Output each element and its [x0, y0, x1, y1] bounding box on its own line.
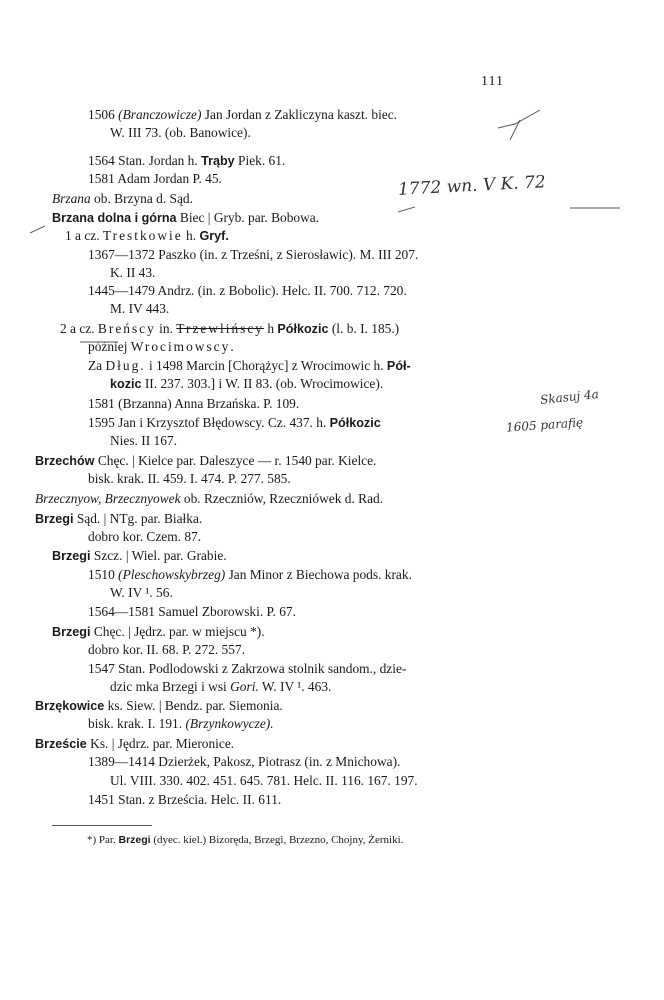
handwritten-note: Skasuj 4a	[539, 386, 600, 408]
text-line: K. II 43.	[110, 265, 156, 280]
page-number: 111	[481, 74, 504, 89]
text-line: bisk. krak. II. 459. I. 474. P. 277. 585.	[88, 471, 291, 486]
text-line: później Wrocimowscy.	[88, 339, 234, 354]
text-line: 1367—1372 Paszko (in. z Trześni, z Sierosławic). M. III 207.	[88, 247, 419, 262]
entry-heading: Brzecznyow, Brzecznyowek ob. Rzeczniów, Rzeczniówek d. Rad.	[35, 491, 384, 506]
entry-heading: Brzechów Chęc. | Kielce par. Daleszyce — r. 1540 par. Kielce.	[35, 453, 377, 468]
text-line: 1510 (Pleschowskybrzeg) Jan Minor z Biechowa pods. krak.	[88, 567, 412, 582]
handwritten-note: 1605 parafię	[505, 415, 584, 435]
text-line: 1451 Stan. z Brześcia. Helc. II. 611.	[88, 792, 282, 807]
text-line: 1564 Stan. Jordan h. Trąby Piek. 61.	[88, 153, 286, 168]
text-line: dobro kor. Czem. 87.	[88, 529, 202, 544]
entry-heading: Brzana ob. Brzyna d. Sąd.	[52, 191, 193, 206]
text-line: Za Dług. i 1498 Marcin [Chorążyc] z Wrocimowic h. Pół-	[88, 358, 411, 373]
text-line: 1506 (Branczowicze) Jan Jordan z Zakliczyna kaszt. biec.	[88, 107, 398, 122]
text-line: 1389—1414 Dzierżek, Pakosz, Piotrasz (in. z Mnichowa).	[88, 754, 401, 769]
text-line: W. III 73. (ob. Banowice).	[110, 125, 251, 140]
text-line: 1581 (Brzanna) Anna Brzańska. P. 109.	[88, 396, 300, 411]
text-line: dobro kor. II. 68. P. 272. 557.	[88, 642, 245, 657]
text-line: 1581 Adam Jordan P. 45.	[88, 171, 222, 186]
text-line: dzic mka Brzegi i wsi Gori. W. IV ¹. 463.	[110, 679, 332, 694]
text-line: 1564—1581 Samuel Zborowski. P. 67.	[88, 604, 296, 619]
entry-heading: Brzękowice ks. Siew. | Bendz. par. Siemonia.	[35, 698, 283, 713]
text-line: 1595 Jan i Krzysztof Błędowscy. Cz. 437. h. Półkozic	[88, 415, 381, 430]
entry-heading: Brzana dolna i górna Biec | Gryb. par. Bobowa.	[52, 210, 320, 225]
entry-heading: Brzegi Sąd. | NTg. par. Białka.	[35, 511, 203, 526]
text-line: Ul. VIII. 330. 402. 451. 645. 781. Helc. II. 116. 167. 197.	[110, 773, 418, 788]
handwritten-note: 1772 wn. V K. 72	[397, 172, 547, 200]
text-line: 2 a cz. Breńscy in. Trzewlińscy h Półkozic (l. b. I. 185.)	[60, 321, 400, 336]
entry-heading: Brzegi Szcz. | Wiel. par. Grabie.	[52, 548, 227, 563]
text-line: M. IV 443.	[110, 301, 170, 316]
text-line: W. IV ¹. 56.	[110, 585, 173, 600]
text-line: Nies. II 167.	[110, 433, 177, 448]
text-line: 1547 Stan. Podlodowski z Zakrzowa stolnik sandom., dzie-	[88, 661, 407, 676]
entry-heading: Brzegi Chęc. | Jędrz. par. w miejscu *).	[52, 624, 265, 639]
footnote: *) Par. Brzegi (dyec. kiel.) Bizoręda, Brzegi, Brzezno, Chojny, Żerniki.	[87, 834, 404, 846]
entry-heading: Brzeście Ks. | Jędrz. par. Mieronice.	[35, 736, 235, 751]
text-line: bisk. krak. I. 191. (Brzynkowycze).	[88, 716, 274, 731]
text-line: 1 a cz. Trestkowie h. Gryf.	[65, 228, 229, 243]
text-line: kozic II. 237. 303.] i W. II 83. (ob. Wrocimowice).	[110, 376, 384, 391]
text-line: 1445—1479 Andrz. (in. z Bobolic). Helc. II. 700. 712. 720.	[88, 283, 407, 298]
